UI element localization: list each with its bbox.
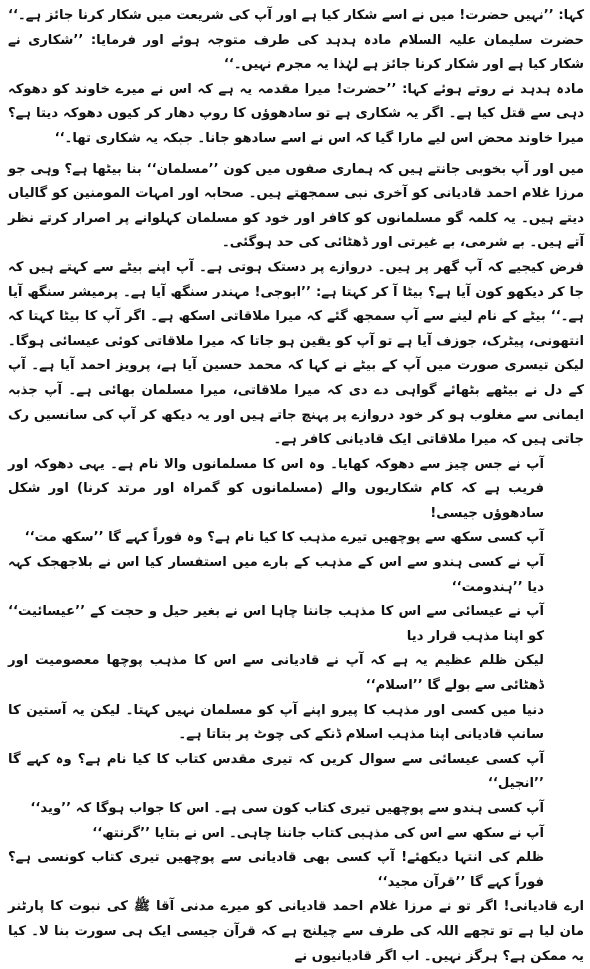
paragraph-qadiani-religion: لیکن ظلم عظیم یہ ہے کہ آپ نے قادیانی سے اس کا مذہب پوچھا معصومیت اور ڈھٹائی سے بولے گا ’’اسلام‘‘ [8, 653, 544, 694]
paragraph-hindu-religion: آپ نے کسی ہندو سے اس کے مذہب کے بارے میں استفسار کیا اس نے بلاجھجک کہہ دیا ’’ہندومت‘‘ [8, 555, 544, 595]
paragraph-sikh-book: آپ نے سکھ سے اس کی مذہبی کتاب جاننا چاہی۔ اس نے بتایا ’’گرنتھ‘‘ [92, 825, 544, 841]
paragraph-hoopoe-plea: مادہ ہدہد نے روتے ہوئے کہا: ’’حضرت! میرا مقدمہ یہ ہے کہ اس نے میرے خاوند کو دھوکہ دہی سے قتل کیا ہے۔ اگر یہ شکاری ہے تو سادھوؤں کا روپ دھار کر کیوں دھوکہ دیتا ہے؟ میرا خاوند محض اس لیے مارا گیا کہ اس نے اسے سادھو جانا۔ جبکہ یہ شکاری تھا۔‘‘ [8, 81, 584, 146]
paragraph-deception: آپ نے جس چیز سے دھوکہ کھایا۔ وہ اس کا مسلمانوں والا نام ہے۔ یہی دھوکہ اور فریب ہے کہ کام شکاریوں والے (مسلمانوں کو گمراہ اور مرتد کرنا) اور شکل سادھوؤں جیسی! [8, 456, 544, 521]
paragraph-sleeve-snake: دنیا میں کسی اور مذہب کا پیرو اپنے آپ کو مسلمان نہیں کہتا۔ لیکن یہ آستین کا سانپ قادیانی اپنا مذہب اسلام ڈنکے کی چوٹ پر بتاتا ہے۔ [8, 702, 544, 743]
paragraph-qadiani-book: ظلم کی انتہا دیکھئے! آپ کسی بھی قادیانی سے پوچھیں تیری کتاب کونسی ہے؟ فوراً کہے گا ’’قرآن مجید‘‘ [8, 850, 544, 890]
paragraph-hindu-book: آپ کسی ہندو سے پوچھیں تیری کتاب کون سی ہے۔ اس کا جواب ہوگا کہ ’’وید‘‘ [30, 801, 544, 816]
paragraph-challenge: ارے قادیانی! اگر تو نے مرزا غلام احمد قادیانی کو میرے مدنی آقا ﷺ کی نبوت کا پارٹنر مان لیا ہے تو تجھے اللہ کی طرف سے چیلنج ہے کہ قرآن جیسی ایک ہی سورت بنا لا۔ کیا یہ ممکن ہے؟ ہرگز نہیں۔ اب اگر قادیانیوں نے [8, 899, 584, 964]
paragraph-hoopoe-claim: کہا: ’’نہیں حضرت! میں نے اسے شکار کیا ہے اور آپ کی شریعت میں شکار کرنا جائز ہے۔‘‘ حضرت سلیمان علیہ السلام مادہ ہدہد کی طرف متوجہ ہوئے اور فرمایا: ’’شکاری نے شکار کیا ہے اور شکار کرنا جائز ہے لہٰذا یہ مجرم نہیں۔‘‘ [8, 8, 584, 73]
paragraph-sikh-religion: آپ کسی سکھ سے پوچھیں تیرے مذہب کا کیا نام ہے؟ وہ فوراً کہے گا ’’سکھ مت‘‘ [24, 530, 544, 546]
paragraph-christian-religion: آپ نے عیسائی سے اس کا مذہب جاننا چاہا اس نے بغیر حیل و حجت کے ’’عیسائیت‘‘ کو اپنا مذہب قرار دیا [8, 604, 544, 644]
paragraph-visitor-example: فرض کیجیے کہ آپ گھر پر ہیں۔ دروازے پر دستک ہوتی ہے۔ آپ اپنے بیٹے سے کہتے ہیں کہ جا کر دیکھو کون آیا ہے؟ بیٹا آ کر کہتا ہے: ’’ابوجی! مہندر سنگھ آیا ہے۔ پرمیشر سنگھ آیا ہے۔‘‘ بیٹے کے نام لینے سے آپ سمجھ گئے کہ میرا ملاقاتی اسکھ ہے۔ اگر آپ کا بیٹا کہتا کہ انتھونی، پیٹرک، جوزف آیا ہے تو آپ کو یقین ہو جاتا کہ میرا ملاقاتی کوئی عیسائی ہوگا۔ لیکن تیسری صورت میں آپ کے بیٹے نے کہا کہ محمد حسین آیا ہے، پرویز احمد آیا ہے۔ آپ کے دل نے بیٹھے بٹھائے گواہی دے دی کہ میرا ملاقاتی، میرا مسلمان بھائی ہے۔ آپ جذبہ ایمانی سے مغلوب ہو کر خود دروازے پر پہنچ جاتے ہیں اور یہ دیکھ کر آپ کی سانسیں رک جاتی ہیں کہ میرا ملاقاتی ایک قادیانی کافر ہے۔ [8, 259, 584, 448]
article-page [8, 4, 584, 964]
paragraph-qadiani-intro: میں اور آپ بخوبی جانتے ہیں کہ ہماری صفوں میں کون ’’مسلمان‘‘ بنا بیٹھا ہے؟ وہی جو مرزا غلام احمد قادیانی کو آخری نبی سمجھتے ہیں۔ صحابہ اور امہات المومنین کو گالیاں دیتے ہیں۔ یہ کلمہ گو مسلمانوں کو کافر اور خود کو مسلمان کہلوانے پر اصرار کرتے نظر آتے ہیں۔ بے شرمی، بے غیرتی اور ڈھٹائی کی حد ہوگئی۔ [8, 161, 584, 251]
paragraph-christian-book: آپ کسی عیسائی سے سوال کریں کہ تیری مقدس کتاب کا کیا نام ہے؟ وہ کہے گا ’’انجیل‘‘ [8, 751, 544, 792]
